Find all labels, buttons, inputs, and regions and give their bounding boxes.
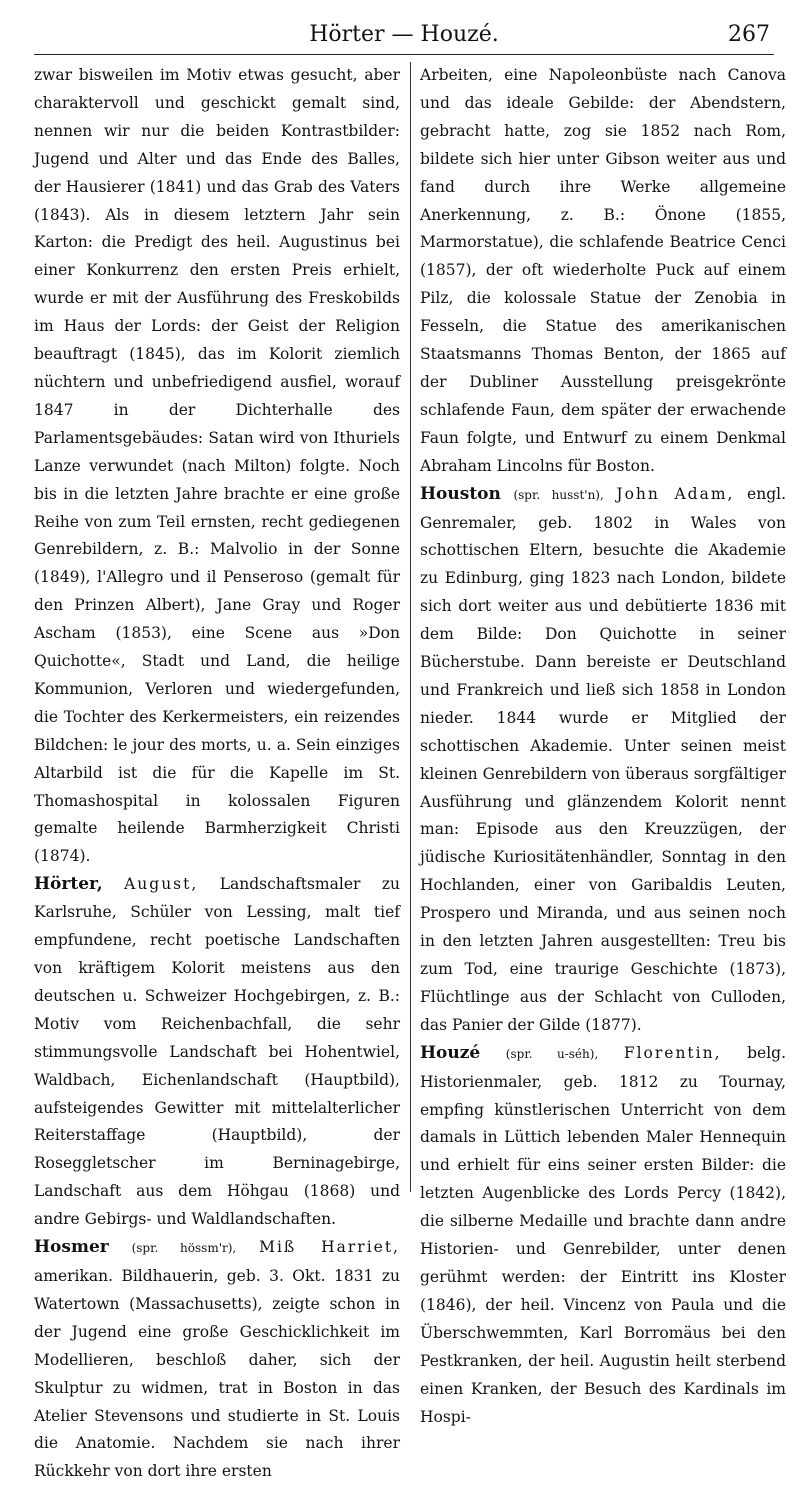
pronunciation: (spr. hössm'r), bbox=[131, 1241, 237, 1256]
entry-name: Miß Harriet, bbox=[259, 1238, 400, 1257]
pronunciation: (spr. husst'n), bbox=[513, 487, 604, 502]
continued-entry-text: Arbeiten, eine Napoleonbüste nach Canova und das ideale Gebilde: der Abendstern, gebracht hatte, zog sie 1852 nach Rom, bildete sich hier unter Gibson weiter aus und fand durch ihre Werke allgemeine Anerkennung, z. B.: Önone (1855, Marmorstatue), die schlafende Beatrice Cenci (1857), der oft wiederholte Puck auf einem Pilz, die kolossale Statue der Zenobia in Fesseln, die Statue des amerikanischen Staatsmanns Thomas Benton, der 1865 auf der Dubliner Ausstellung preisgekrönte schlafende Faun, dem später der erwachende Faun folgte, und Entwurf zu einem Denkmal Abraham Lincolns für Boston. bbox=[420, 66, 786, 475]
entry-name: Florentin, bbox=[623, 1043, 722, 1062]
headword: Houzé bbox=[420, 1042, 481, 1063]
entry-text: engl. Genremaler, geb. 1802 in Wales von schottischen Eltern, besuchte die Akademie zu Edinburg, ging 1823 nach London, bildete sich dort weiter aus und debütierte 1836 mit dem Bilde: Don Quichotte in seiner Bücherstube. Dann bereiste er Deutschland und Frankreich und ließ sich 1858 in London nieder. 1844 wurde er Mitglied der schottischen Akademie. Unter seinen meist kleinen Genrebildern von überaus sorgfältiger Ausführung und glänzendem Kolorit nennt man: Episode aus den Kreuzzügen, der jüdische Kuriositätenhändler, Sonntag in den Hochlanden, einer von Garibaldis Leuten, Prospero und Miranda, und aus seinen noch in den letzten Jahren ausgestellten: Treu bis zum Tod, eine traurige Geschichte (1873), Flüchtlinge aus der Schlacht von Culloden, das Panier der Gilde (1877). bbox=[420, 484, 787, 1034]
column-divider bbox=[410, 62, 411, 1192]
running-header bbox=[34, 14, 774, 55]
right-column bbox=[420, 62, 786, 1431]
left-column bbox=[34, 62, 400, 1486]
entry-name: August, bbox=[124, 875, 199, 894]
entry-hosmer bbox=[34, 1234, 400, 1486]
entry-text: belg. Historienmaler, geb. 1812 zu Tournay, empfing künstlerischen Unterricht von dem damals in Lüttich lebenden Maler Hennequin und erhielt für eins seiner ersten Bilder: die letzten Augenblicke des Lords Percy (1842), die silberne Medaille und brachte dann andre Historien- und Genrebilder, unter denen gerühmt werden: der Eintritt ins Kloster (1846), der heil. Vincenz von Paula und die Überschwemmten, Karl Borromäus bei den Pestkranken, der heil. Augustin heilt sterbend einen Kranken, der Besuch des Kardinals im Hospi- bbox=[420, 1043, 787, 1426]
text-columns bbox=[34, 62, 787, 1481]
running-title: Hörter — Houzé. bbox=[309, 22, 499, 47]
entry-hoerter bbox=[34, 871, 400, 1234]
continued-entry-text: zwar bisweilen im Motiv etwas gesucht, aber charaktervoll und geschickt gemalt sind, nennen wir nur die beiden Kontrastbilder: Jugend und Alter und das Ende des Balles, der Hausierer (1841) und das Grab des Vaters (1843). Als in diesem letztern Jahr sein Karton: die Predigt des heil. Augustinus bei einer Konkurrenz den ersten Preis erhielt, wurde er mit der Ausführung des Freskobilds im Haus der Lords: der Geist der Religion beauftragt (1845), das im Kolorit ziemlich nüchtern und unbefriedigend ausfiel, worauf 1847 in der Dichterhalle des Parlamentsgebäudes: Satan wird von Ithuriels Lanze verwundet (nach Milton) folgte. Noch bis in die letzten Jahre brachte er eine große Reihe von zum Teil ernsten, recht gediegenen Genrebildern, z. B.: Malvolio in der Sonne (1849), l'Allegro und il Penseroso (gemalt für den Prinzen Albert), Jane Gray und Roger Ascham (1853), eine Scene aus »Don Quichotte«, Stadt und Land, die heilige Kommunion, Verloren und wiedergefunden, die Tochter des Kerkermeisters, ein reizendes Bildchen: le jour des morts, u. a. Sein einziges Altarbild ist die für die Kapelle im St. Thomashospital in kolossalen Figuren gemalte heilende Barmherzigkeit Christi (1874). bbox=[34, 66, 400, 866]
page-number: 267 bbox=[728, 22, 770, 47]
headword: Hörter, bbox=[34, 874, 103, 895]
entry-houze bbox=[420, 1040, 786, 1432]
entry-text: amerikan. Bildhauerin, geb. 3. Okt. 1831 zu Watertown (Massachusetts), zeigte schon in der Jugend eine große Geschicklichkeit im Modellieren, beschloß daher, sich der Skulptur zu widmen, trat in Boston in das Atelier Stevensons und studierte in St. Louis die Anatomie. Nachdem sie nach ihrer Rückkehr von dort ihre ersten bbox=[34, 1266, 400, 1481]
entry-name: John Adam, bbox=[616, 484, 735, 503]
entry-text: Landschaftsmaler zu Karlsruhe, Schüler von Lessing, malt tief empfundene, recht poetische Landschaften von kräftigem Kolorit meistens aus den deutschen u. Schweizer Hochgebirgen, z. B.: Motiv vom Reichenbachfall, die sehr stimmungsvolle Landschaft bei Hohentwiel, Waldbach, Eichenlandschaft (Hauptbild), aufsteigendes Gewitter mit mittelalterlicher Reiterstaffage (Hauptbild), der Roseggletscher im Berninagebirge, Landschaft aus dem Höhgau (1868) und andre Gebirgs- und Waldlandschaften. bbox=[34, 875, 400, 1229]
headword: Hosmer bbox=[34, 1237, 109, 1258]
headword: Houston bbox=[420, 483, 501, 504]
pronunciation: (spr. u-séh), bbox=[505, 1046, 599, 1061]
entry-houston bbox=[420, 481, 786, 1040]
